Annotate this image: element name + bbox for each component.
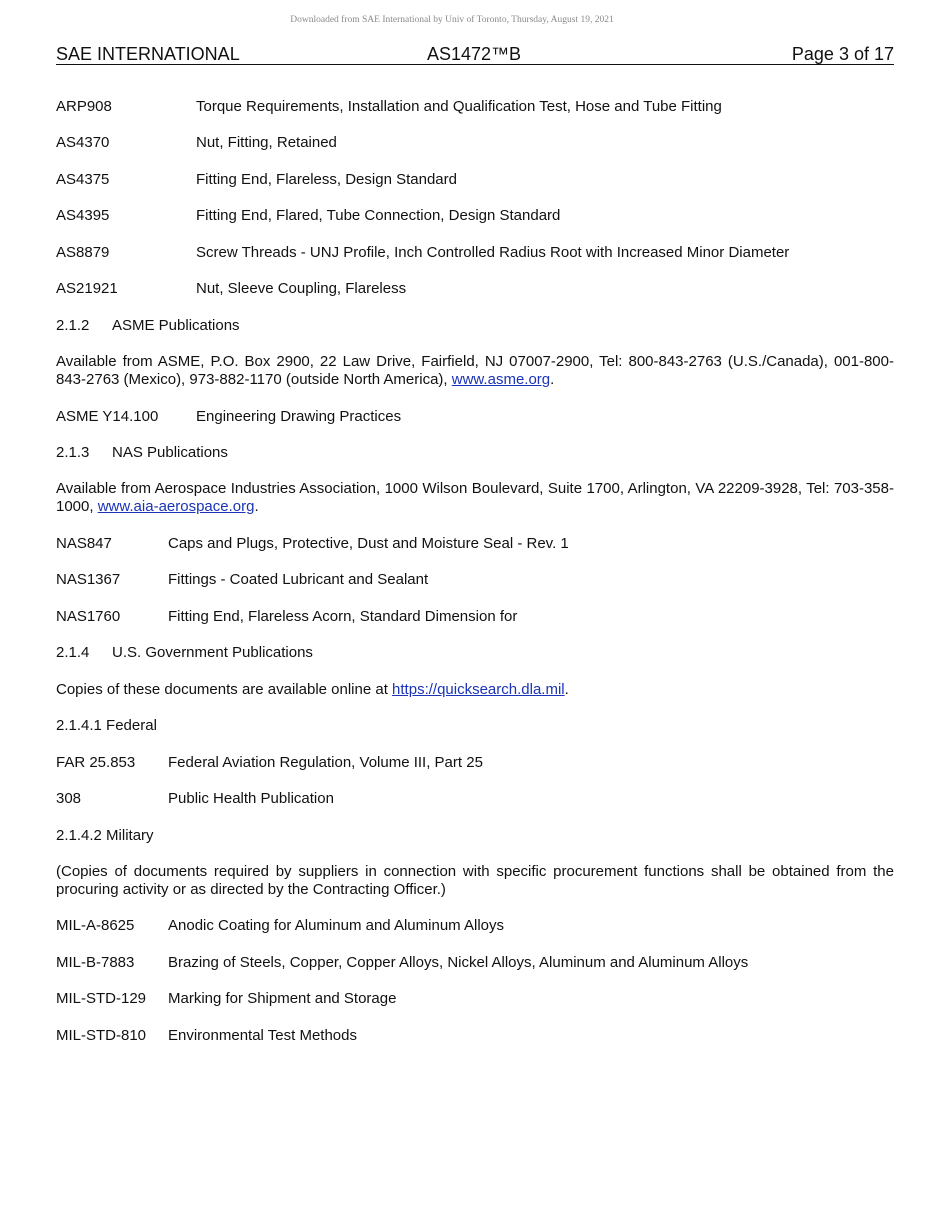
reference-title: Screw Threads - UNJ Profile, Inch Controlled Radius Root with Increased Minor Diameter bbox=[196, 244, 790, 261]
reference-code: ASME Y14.100 bbox=[56, 408, 159, 425]
reference-title: Fitting End, Flareless Acorn, Standard Dimension for bbox=[168, 608, 518, 625]
paragraph-text: Copies of these documents are available online at bbox=[56, 681, 393, 698]
paragraph-text: Available from Aerospace Industries Association, 1000 Wilson Boulevard, Suite 1700, Arlington, VA 22209-3928, Tel: 703-358-1000, bbox=[56, 480, 894, 515]
section-title: NAS Publications bbox=[112, 444, 228, 461]
reference-code: 308 bbox=[56, 790, 82, 807]
reference-title: Anodic Coating for Aluminum and Aluminum Alloys bbox=[168, 917, 505, 934]
paragraph-text: Available from ASME, P.O. Box 2900, 22 Law Drive, Fairfield, NJ 07007-2900, Tel: 800-843-2763 (U.S./Canada), 001-800-843-2763 (Mexico), 973-882-1170 (outside North America), bbox=[56, 353, 894, 388]
reference-code: MIL-STD-129 bbox=[56, 990, 147, 1007]
reference-code: MIL-A-8625 bbox=[56, 917, 135, 934]
military-note-paragraph: (Copies of documents required by suppliers in connection with specific procurement functions shall be obtained from the procuring activity or as directed by the Contracting Officer.) bbox=[56, 863, 894, 898]
subsection-heading-military: 2.1.4.2 Military bbox=[56, 827, 154, 844]
reference-title: Torque Requirements, Installation and Qualification Test, Hose and Tube Fitting bbox=[196, 98, 722, 115]
section-title: U.S. Government Publications bbox=[112, 644, 313, 661]
reference-code: NAS1760 bbox=[56, 608, 121, 625]
section-number: 2.1.2 bbox=[56, 317, 90, 334]
header-organization: SAE INTERNATIONAL bbox=[56, 44, 240, 64]
usgov-availability-paragraph: Copies of these documents are available online at https://quicksearch.dla.mil. bbox=[56, 681, 569, 698]
header-document-number: AS1472™B bbox=[427, 44, 522, 64]
reference-code: AS4370 bbox=[56, 134, 110, 151]
subsection-heading-federal: 2.1.4.1 Federal bbox=[56, 717, 157, 734]
header-page-number: Page 3 of 17 bbox=[791, 44, 894, 64]
section-number: 2.1.4 bbox=[56, 644, 90, 661]
page-header bbox=[56, 44, 894, 65]
reference-title: Fitting End, Flared, Tube Connection, Design Standard bbox=[196, 207, 561, 224]
section-number: 2.1.3 bbox=[56, 444, 90, 461]
reference-title: Environmental Test Methods bbox=[168, 1027, 357, 1044]
reference-code: MIL-B-7883 bbox=[56, 954, 135, 971]
aia-website-link[interactable]: www.aia-aerospace.org bbox=[97, 498, 255, 515]
download-watermark-note: Downloaded from SAE International by Univ of Toronto, Thursday, August 19, 2021 bbox=[290, 15, 614, 25]
reference-code: MIL-STD-810 bbox=[56, 1027, 147, 1044]
reference-code: AS4395 bbox=[56, 207, 110, 224]
asme-website-link[interactable]: www.asme.org bbox=[451, 371, 551, 388]
reference-title: Brazing of Steels, Copper, Copper Alloys, Nickel Alloys, Aluminum and Aluminum Alloys bbox=[168, 954, 749, 971]
reference-code: AS4375 bbox=[56, 171, 110, 188]
reference-title: Nut, Fitting, Retained bbox=[196, 134, 337, 151]
reference-title: Public Health Publication bbox=[168, 790, 334, 807]
reference-code: AS8879 bbox=[56, 244, 110, 261]
reference-code: NAS847 bbox=[56, 535, 112, 552]
reference-title: Engineering Drawing Practices bbox=[196, 408, 402, 425]
reference-code: FAR 25.853 bbox=[56, 754, 136, 771]
quicksearch-link[interactable]: https://quicksearch.dla.mil bbox=[392, 681, 565, 698]
section-title: ASME Publications bbox=[112, 317, 240, 334]
reference-title: Marking for Shipment and Storage bbox=[168, 990, 397, 1007]
reference-title: Fitting End, Flareless, Design Standard bbox=[196, 171, 457, 188]
reference-code: NAS1367 bbox=[56, 571, 121, 588]
reference-code: AS21921 bbox=[56, 280, 118, 297]
nas-availability-paragraph: Available from Aerospace Industries Association, 1000 Wilson Boulevard, Suite 1700, Arlington, VA 22209-3928, Tel: 703-358-1000, www.aia-aerospace.org. bbox=[56, 480, 894, 515]
reference-code: ARP908 bbox=[56, 98, 112, 115]
reference-title: Caps and Plugs, Protective, Dust and Moisture Seal - Rev. 1 bbox=[168, 535, 569, 552]
reference-title: Federal Aviation Regulation, Volume III, Part 25 bbox=[168, 754, 483, 771]
asme-availability-paragraph: Available from ASME, P.O. Box 2900, 22 Law Drive, Fairfield, NJ 07007-2900, Tel: 800-843-2763 (U.S./Canada), 001-800-843-2763 (Mexico), 973-882-1170 (outside North America), www.asme.org. bbox=[56, 353, 894, 388]
reference-title: Nut, Sleeve Coupling, Flareless bbox=[196, 280, 407, 297]
reference-title: Fittings - Coated Lubricant and Sealant bbox=[168, 571, 429, 588]
